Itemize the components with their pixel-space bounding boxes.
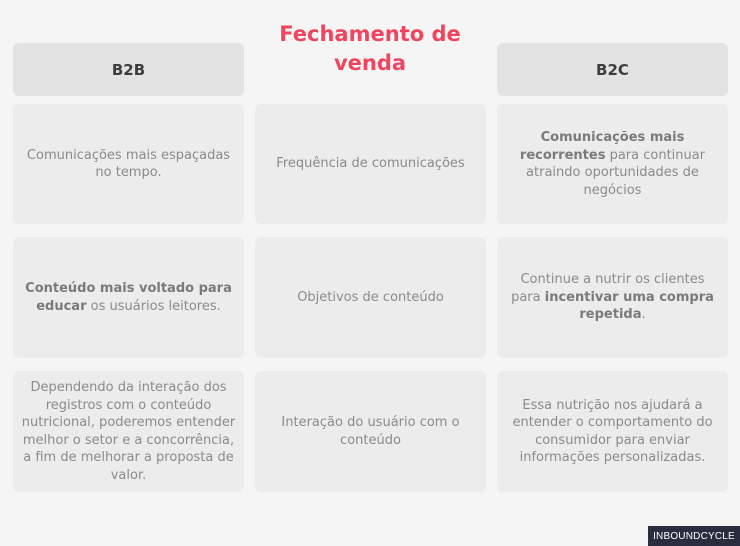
cell-text xyxy=(21,280,236,315)
inboundcycle-logo: INBOUNDCYCLE xyxy=(648,526,740,546)
criterion-cell xyxy=(255,237,486,358)
header-b2b: B2B xyxy=(13,43,244,96)
emphasis-text: Comunicações mais recorrentes xyxy=(519,130,685,163)
cell-text xyxy=(505,397,720,467)
criterion-label: Frequência de comunicações xyxy=(276,156,465,172)
b2b-cell xyxy=(13,104,244,224)
b2c-cell xyxy=(497,237,728,358)
criterion-cell xyxy=(255,104,486,224)
criterion-cell xyxy=(255,371,486,492)
b2b-cell xyxy=(13,371,244,492)
b2c-cell xyxy=(497,371,728,492)
cell-text xyxy=(505,129,720,199)
header-b2c: B2C xyxy=(497,43,728,96)
text-segment: os usuários leitores. xyxy=(86,298,221,314)
criterion-label: Objetivos de conteúdo xyxy=(297,289,444,305)
text-segment: Essa nutrição nos ajudará a entender o comportamento do consumidor para enviar informações personalizadas. xyxy=(512,397,713,465)
text-segment: Continue a nutrir os clientes para xyxy=(511,272,705,305)
text-segment: Dependendo da interação dos registros com o conteúdo nutricional, poderemos entender melhor o setor e a concorrência, a fim de melhorar a proposta de valor. xyxy=(21,380,236,483)
emphasis-text: incentivar uma compra repetida xyxy=(544,289,714,323)
text-segment: . xyxy=(641,307,646,323)
emphasis-text: Conteúdo mais voltado para educar xyxy=(25,281,232,314)
criterion-label: Interação do usuário com o conteúdo xyxy=(281,415,460,448)
text-segment: Comunicações mais espaçadas no tempo. xyxy=(26,147,231,180)
b2b-cell xyxy=(13,237,244,358)
cell-text xyxy=(21,379,236,484)
text-segment: para continuar atraindo oportunidades de negócios xyxy=(526,147,706,198)
b2c-cell xyxy=(497,104,728,224)
cell-text xyxy=(505,271,720,324)
page-title: Fechamento de venda xyxy=(279,22,461,75)
cell-text xyxy=(21,147,236,182)
